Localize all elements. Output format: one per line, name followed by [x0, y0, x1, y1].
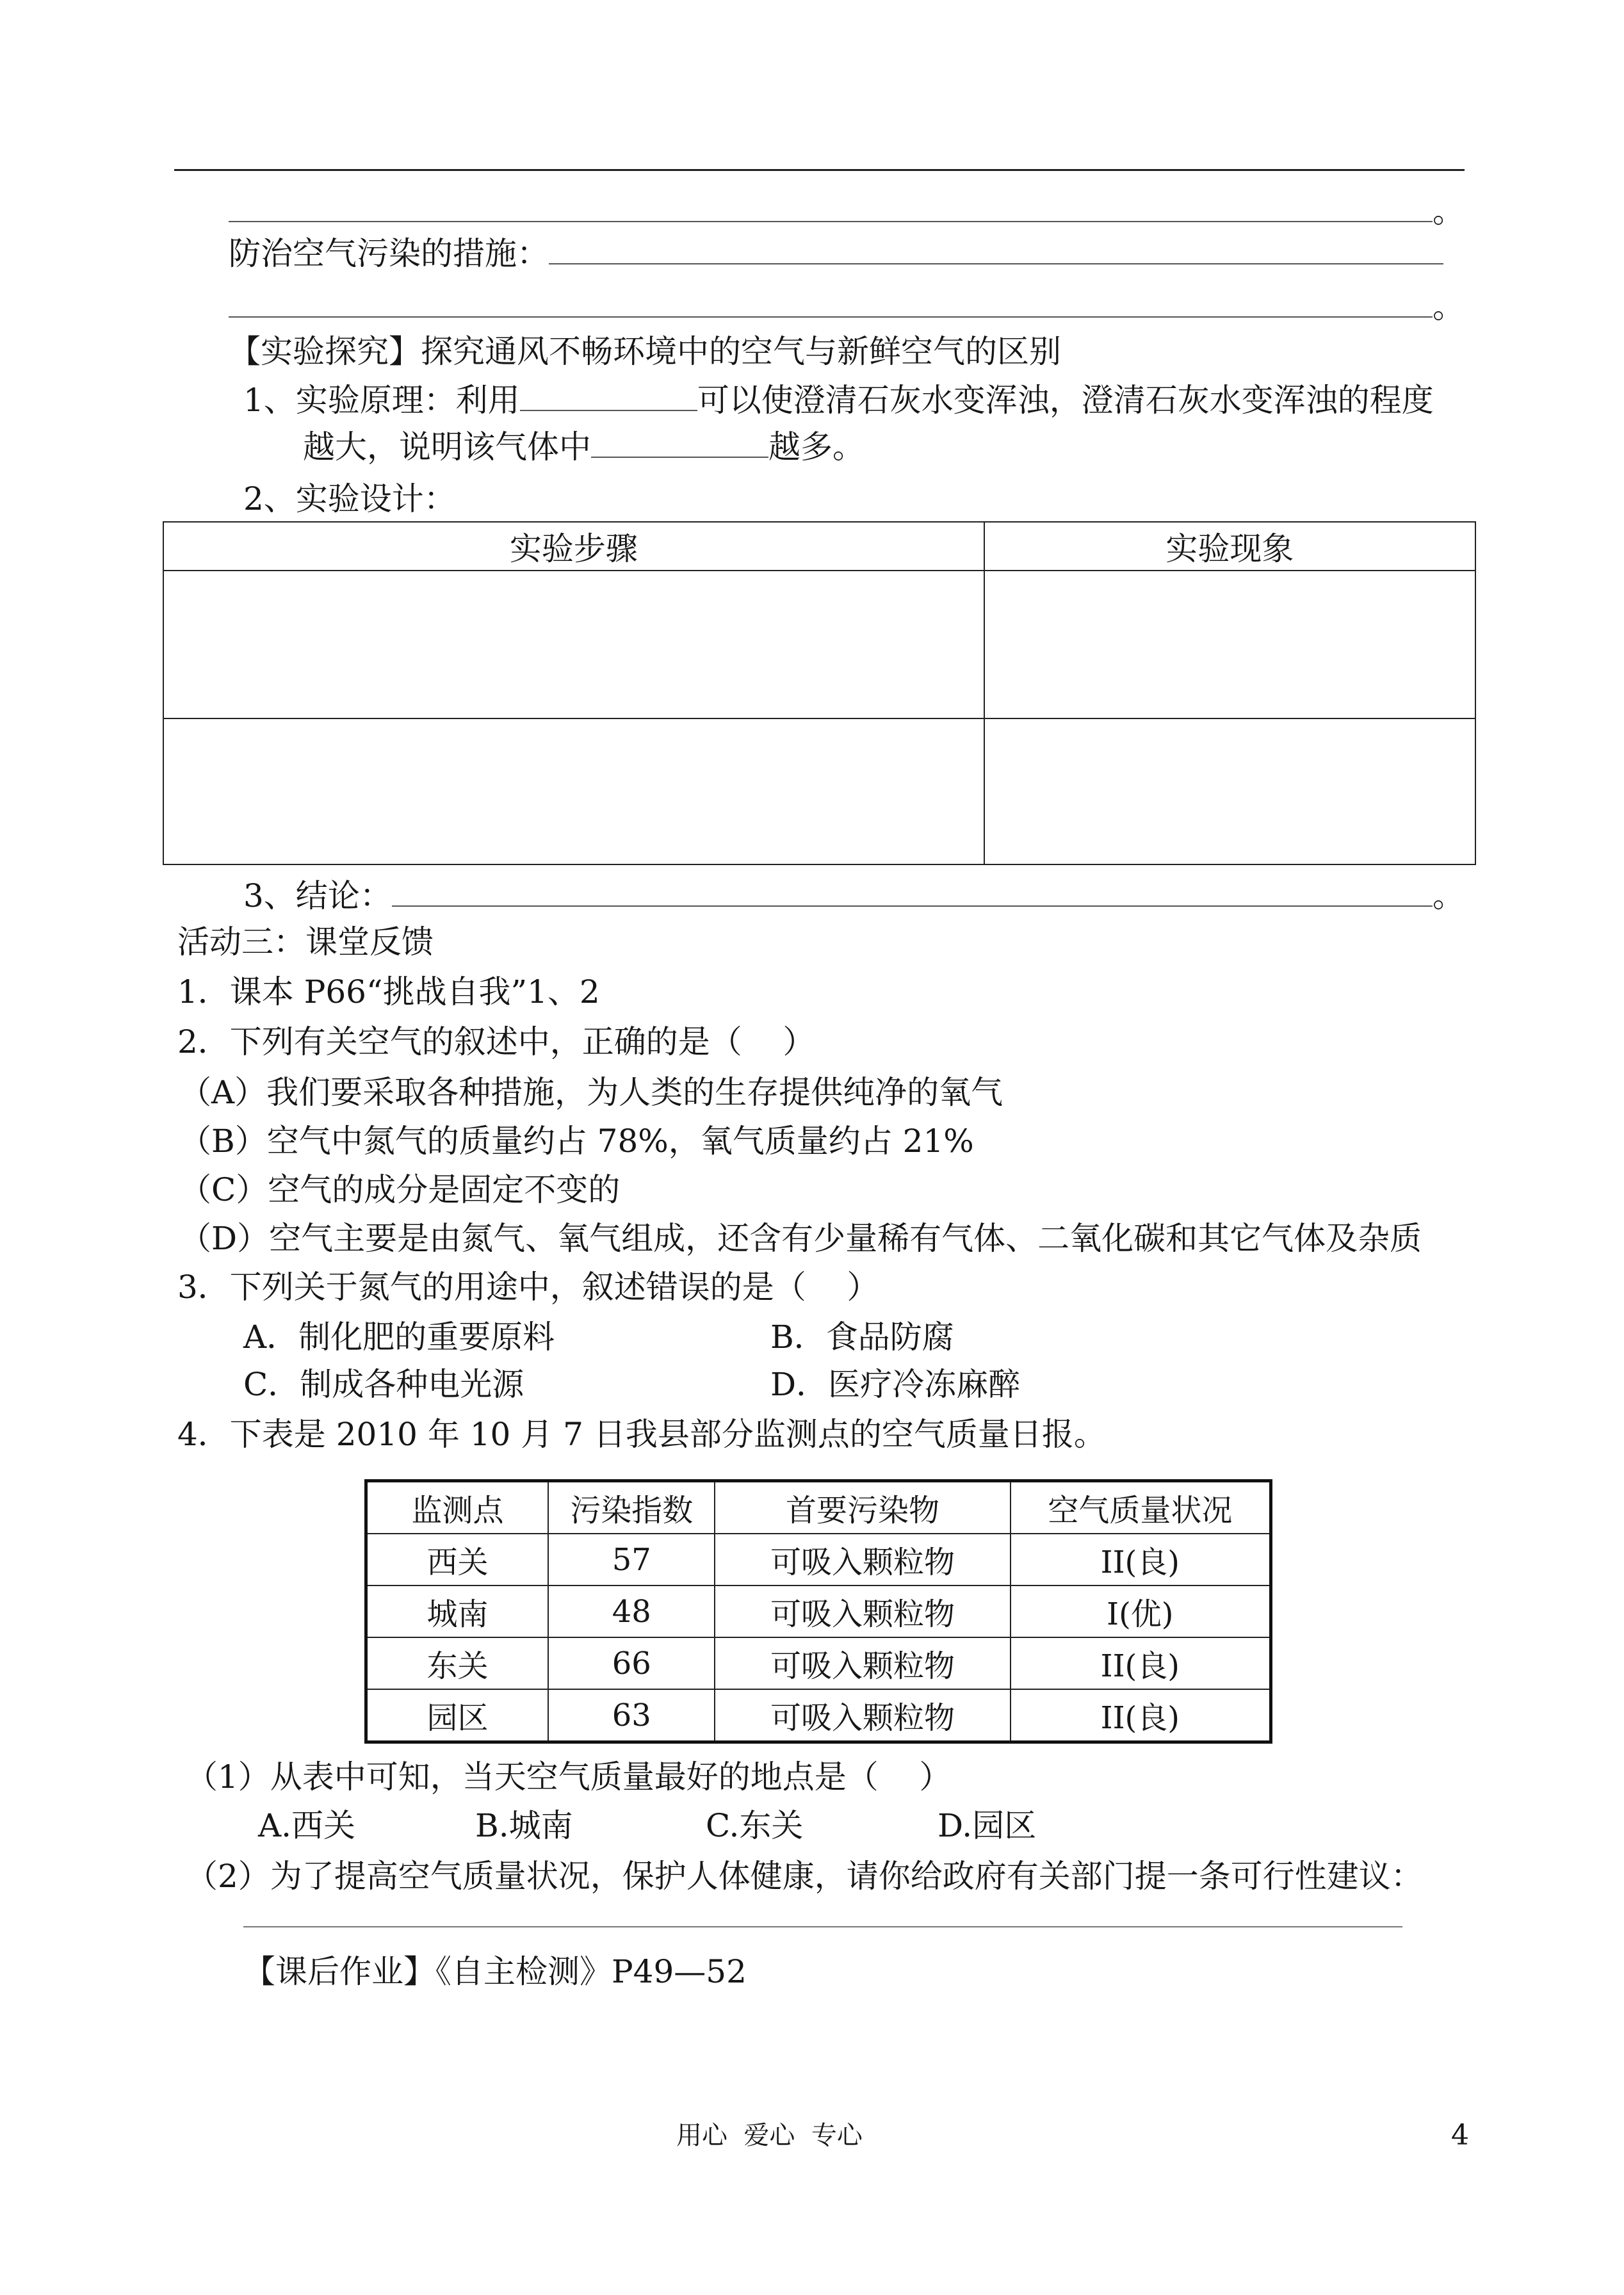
table-cell: II(良): [1011, 1534, 1271, 1585]
answer-blank: [392, 880, 1433, 907]
table-cell: 城南: [366, 1585, 549, 1637]
question-1: 1．课本 P66“挑战自我”1、2: [177, 973, 600, 1010]
table-row: [366, 1585, 1271, 1637]
experiment-title: 【实验探究】探究通风不畅环境中的空气与新鲜空气的区别: [229, 333, 1061, 370]
table-header-cell: 空气质量状况: [1011, 1481, 1271, 1534]
table-cell: [163, 718, 984, 864]
question-3-options-row: [0, 1318, 1624, 1356]
experiment-design-table: [163, 521, 1476, 865]
table-cell: 可吸入颗粒物: [715, 1534, 1010, 1585]
period-mark: 。: [1433, 193, 1465, 230]
table-cell: 园区: [366, 1689, 549, 1742]
table-cell: [163, 571, 984, 718]
answer-blank: [229, 291, 1433, 318]
question-4-sub1-option-c: C.东关: [706, 1807, 804, 1844]
principle-line2-prefix: 越大，说明该气体中: [303, 428, 591, 466]
page-number: 4: [1451, 2119, 1469, 2152]
table-row: [163, 718, 1475, 864]
table-row: [366, 1637, 1271, 1689]
table-cell: 63: [548, 1689, 715, 1742]
table-cell: 可吸入颗粒物: [715, 1585, 1010, 1637]
answer-blank: [549, 238, 1443, 264]
table-cell: 可吸入颗粒物: [715, 1637, 1010, 1689]
question-4-sub1-options-row: [0, 1806, 1624, 1845]
table-cell: 可吸入颗粒物: [715, 1689, 1010, 1742]
table-header-cell: 实验步骤: [163, 522, 984, 571]
table-cell: 66: [548, 1637, 715, 1689]
principle-middle: 可以使澄清石灰水变浑浊，澄清石灰水变浑浊的程度: [697, 382, 1434, 419]
table-cell: 西关: [366, 1534, 549, 1585]
pollution-measures-continuation: [229, 288, 1465, 326]
footer-motto: 用心 爱心 专心: [676, 2121, 863, 2150]
question-2-option-c: （C）空气的成分是固定不变的: [179, 1171, 621, 1208]
table-cell: 57: [548, 1534, 715, 1585]
answer-blank: [229, 195, 1433, 222]
homework-line: 【课后作业】《自主检测》P49—52: [243, 1953, 747, 1990]
question-3-stem: 3．下列关于氮气的用途中，叙述错误的是（ ）: [177, 1269, 879, 1306]
activity3-title: 活动三：课堂反馈: [177, 923, 434, 961]
table-header-row: [163, 522, 1475, 571]
question-3-option-c: C．制成各种电光源: [243, 1366, 524, 1403]
experiment-conclusion-line: [243, 877, 1465, 915]
pollution-measures-label: 防治空气污染的措施：: [229, 235, 549, 272]
answer-blank: [243, 1897, 1402, 1927]
table-cell: [984, 718, 1475, 864]
question-4-sub1-option-a: A.西关: [258, 1807, 356, 1844]
question-3-option-d: D．医疗冷冻麻醉: [770, 1366, 1021, 1403]
period-mark: 。: [1433, 288, 1465, 325]
table-row: [366, 1689, 1271, 1742]
table-cell: 48: [548, 1585, 715, 1637]
table-row: [163, 571, 1475, 718]
table-header-cell: 污染指数: [548, 1481, 715, 1534]
table-header-row: [366, 1481, 1271, 1534]
question-3-option-b: B．食品防腐: [770, 1318, 954, 1356]
table-cell: 东关: [366, 1637, 549, 1689]
question-2-option-b: （B）空气中氮气的质量约占 78%，氧气质量约占 21%: [179, 1123, 974, 1160]
question-3-option-a: A．制化肥的重要原料: [243, 1318, 555, 1356]
question-4-sub1-option-d: D.园区: [938, 1807, 1037, 1844]
conclusion-label: 3、结论：: [243, 877, 392, 914]
period-mark: 。: [1433, 877, 1465, 914]
question-2-option-d: （D）空气主要是由氮气、氧气组成，还含有少量稀有气体、二氧化碳和其它气体及杂质: [179, 1220, 1422, 1257]
table-header-cell: 实验现象: [984, 522, 1475, 571]
header-rule: [174, 169, 1465, 171]
question-4-sub1-option-b: B.城南: [475, 1807, 573, 1844]
table-header-cell: 首要污染物: [715, 1481, 1010, 1534]
question-4-sub2-stem: （2）为了提高空气质量状况，保护人体健康，请你给政府有关部门提一条可行性建议：: [186, 1858, 1423, 1895]
experiment-design-label: 2、实验设计：: [243, 480, 456, 517]
question-2-stem: 2．下列有关空气的叙述中，正确的是（ ）: [177, 1023, 815, 1060]
answer-blank: [591, 431, 768, 458]
table-cell: I(优): [1011, 1585, 1271, 1637]
answer-blank: [520, 384, 697, 411]
experiment-principle-continuation: [303, 428, 865, 466]
table-row: [366, 1534, 1271, 1585]
table-cell: II(良): [1011, 1637, 1271, 1689]
question-4-stem: 4．下表是 2010 年 10 月 7 日我县部分监测点的空气质量日报。: [177, 1416, 1106, 1453]
question-3-options-row: [0, 1365, 1624, 1404]
table-cell: II(良): [1011, 1689, 1271, 1742]
principle-line2-suffix: 越多。: [768, 428, 865, 466]
air-quality-table: [364, 1479, 1272, 1744]
pollution-measures-line: [229, 234, 1443, 273]
principle-prefix: 1、实验原理：利用: [243, 382, 520, 419]
question-4-sub1-stem: （1）从表中可知，当天空气质量最好的地点是（ ）: [186, 1758, 952, 1796]
table-header-cell: 监测点: [366, 1481, 549, 1534]
experiment-principle-line: [243, 381, 1434, 419]
table-cell: [984, 571, 1475, 718]
question-2-option-a: （A）我们要采取各种措施，为人类的生存提供纯净的氧气: [179, 1074, 1003, 1111]
pollution-answer-line: [229, 192, 1465, 231]
